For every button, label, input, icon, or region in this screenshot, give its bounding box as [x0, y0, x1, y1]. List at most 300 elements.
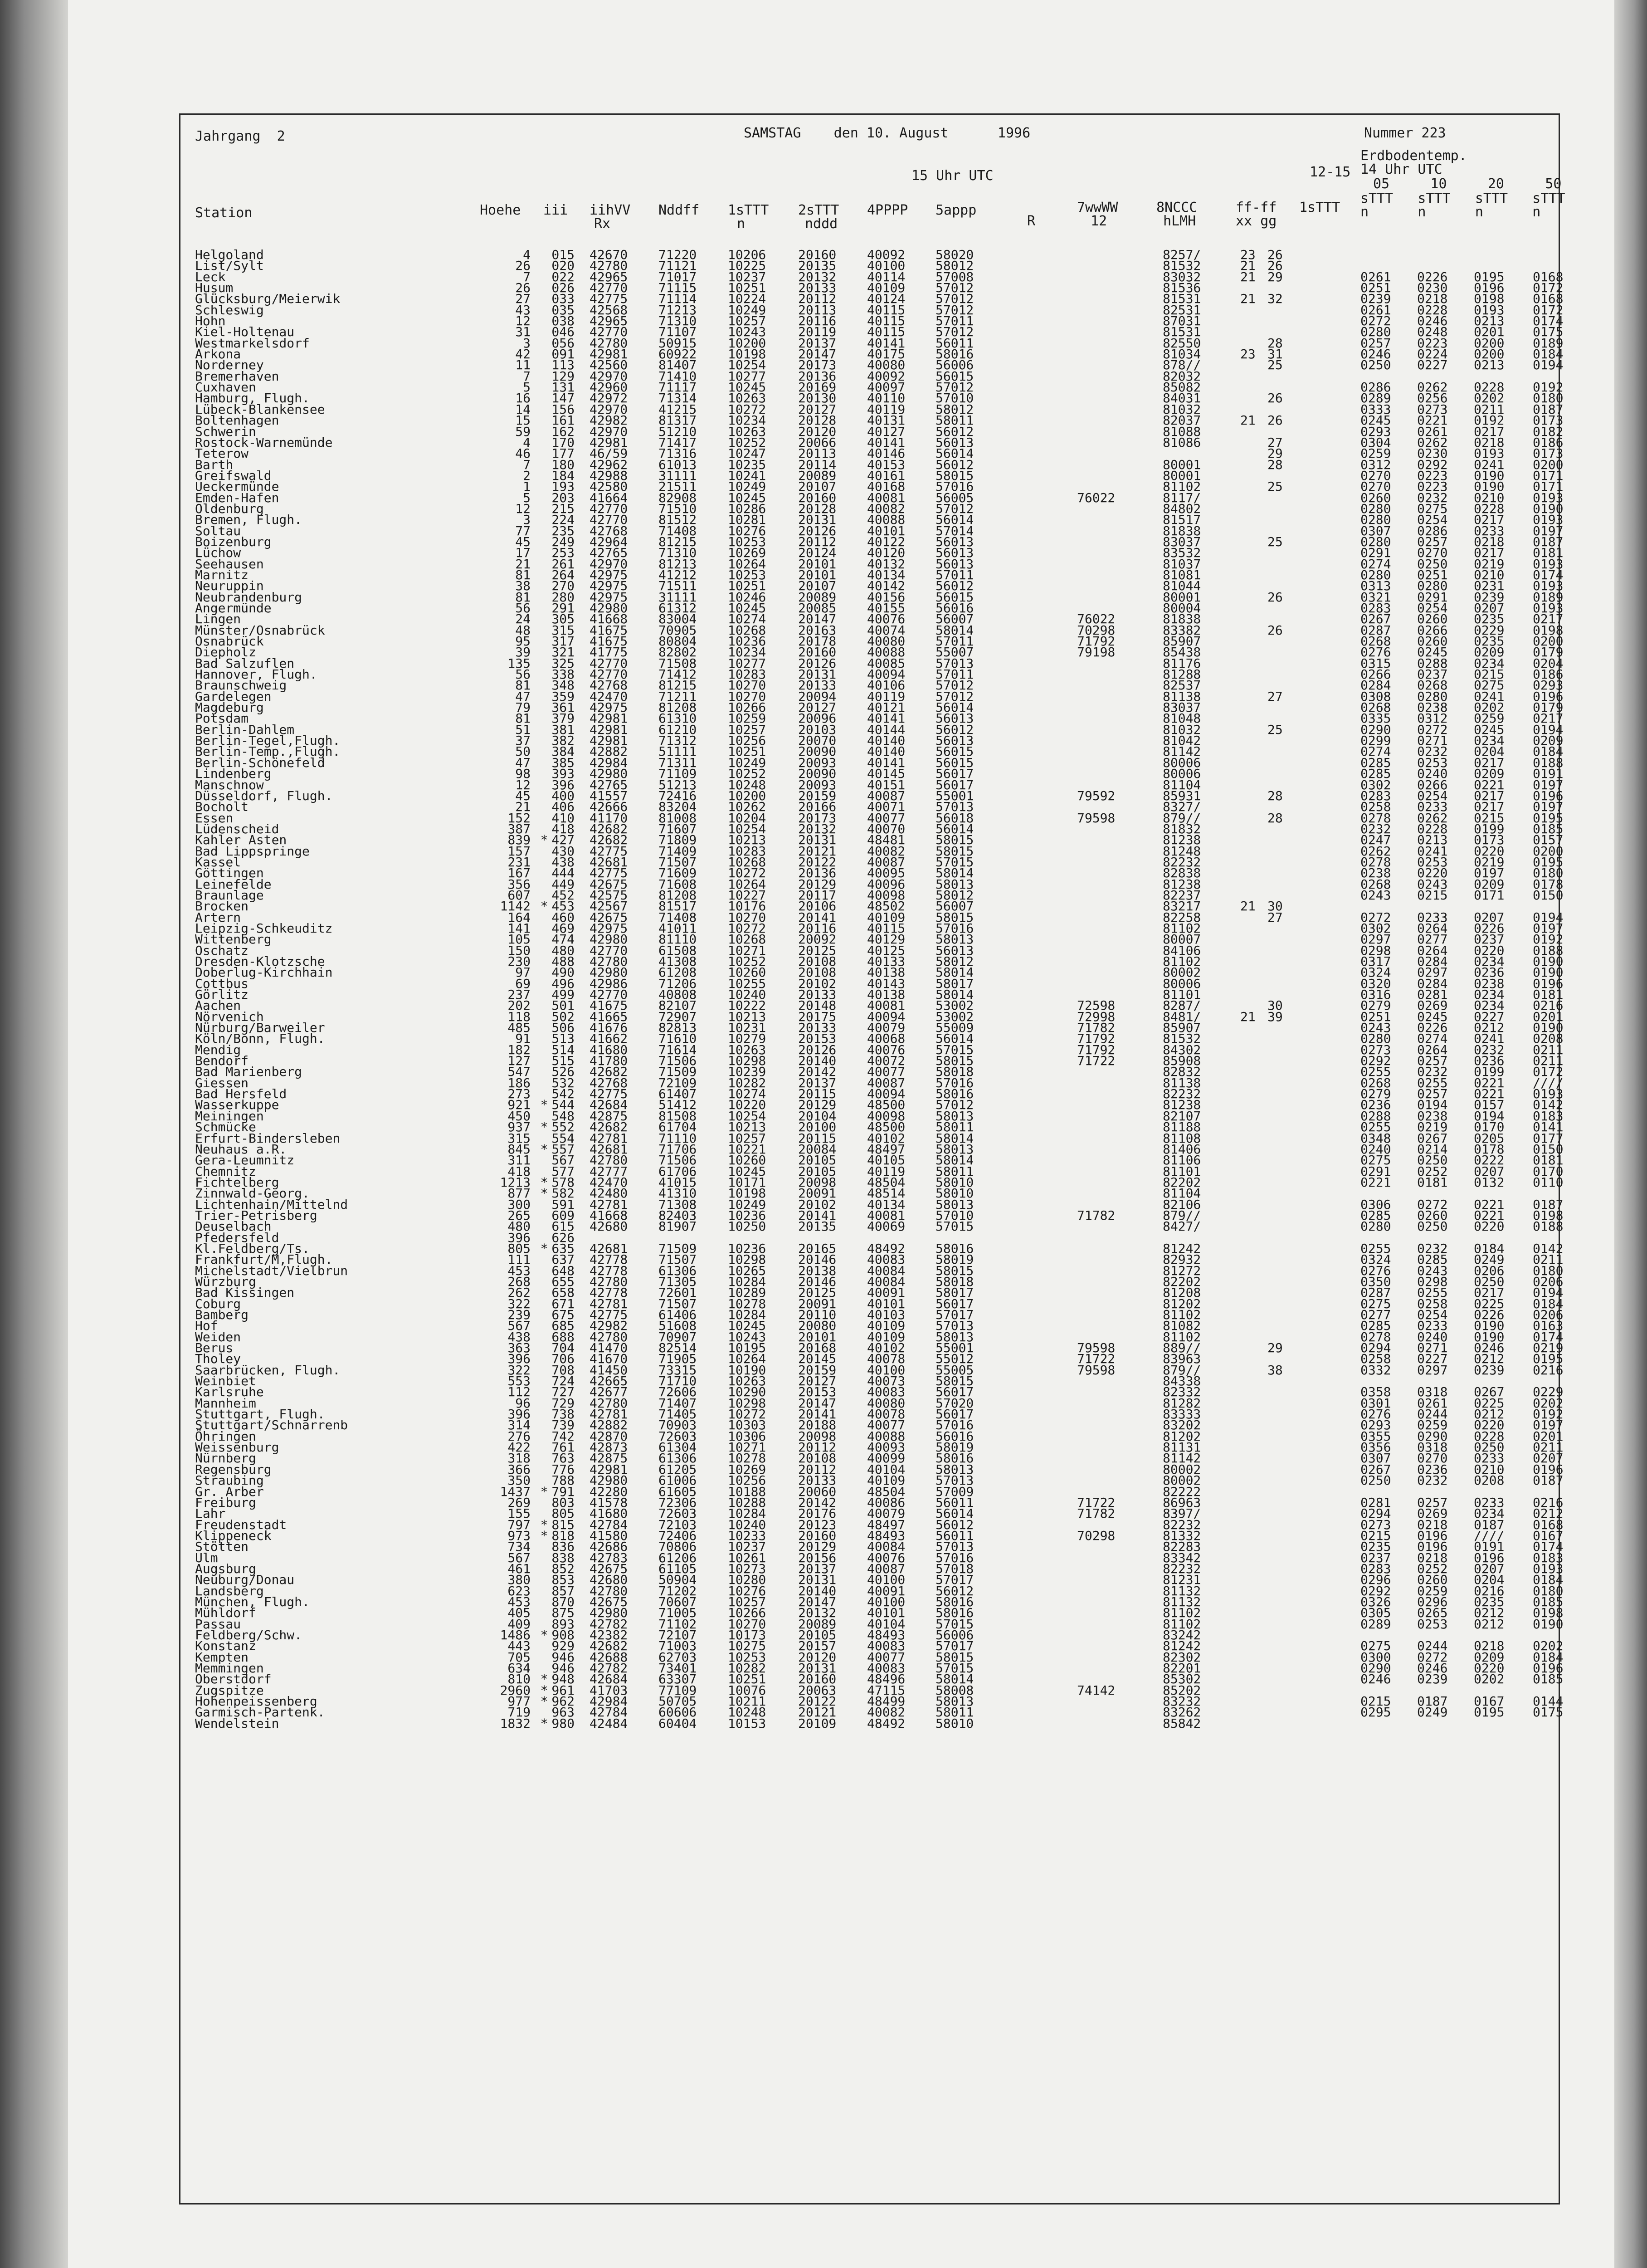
soil-20: 0219 — [1474, 854, 1505, 870]
tendency: 56012 — [936, 1583, 974, 1598]
iihvv: 42775 — [590, 1307, 628, 1322]
iihvv: 42980 — [590, 601, 628, 616]
clouds: 85082 — [1163, 380, 1201, 395]
height: 607 — [507, 887, 531, 903]
station-id: 453 — [551, 899, 575, 914]
temp-1: 10248 — [728, 1705, 766, 1720]
temp-1: 10251 — [728, 744, 766, 759]
iihvv: 42681 — [590, 1241, 628, 1256]
soil-50: 0217 — [1533, 711, 1564, 726]
col-iihvv-sub: Rx — [594, 216, 611, 232]
clouds: 84802 — [1163, 501, 1201, 516]
station-name: Augsburg — [195, 1561, 256, 1576]
pressure: 40100 — [867, 258, 906, 274]
station-name: Münster/Osnabrück — [195, 622, 325, 638]
soil-50: 0211 — [1533, 1053, 1564, 1069]
soil-20: 0193 — [1474, 302, 1505, 318]
station-name: Meiningen — [195, 1108, 264, 1124]
soil-05: 0281 — [1360, 1495, 1391, 1510]
station-name: Berus — [195, 1340, 234, 1356]
station-name: Göttingen — [195, 865, 264, 881]
nddff: 61706 — [658, 1163, 697, 1179]
nddff: 40808 — [658, 987, 697, 1002]
height: 152 — [507, 810, 531, 826]
iihvv: 42775 — [590, 1086, 628, 1102]
iihvv: 42382 — [590, 1627, 628, 1642]
soil-50: 0206 — [1533, 1274, 1564, 1289]
pressure: 48497 — [867, 1141, 906, 1157]
height: 396 — [507, 1407, 531, 1422]
temp-2: 20140 — [798, 1583, 837, 1598]
soil-10: 0280 — [1417, 689, 1448, 704]
tendency: 58019 — [936, 1252, 974, 1267]
soil-10: 0264 — [1417, 1042, 1448, 1057]
tendency: 58011 — [936, 1119, 974, 1135]
station-id: 444 — [551, 865, 575, 881]
weather: 71722 — [1077, 1351, 1116, 1367]
soil-10: 0286 — [1417, 523, 1448, 538]
gust-ff: 21 — [1240, 899, 1256, 914]
clouds: 80006 — [1163, 755, 1201, 770]
clouds: 889// — [1163, 1340, 1201, 1356]
pressure: 40138 — [867, 987, 906, 1002]
station-id: 805 — [551, 1506, 575, 1521]
temp-2: 20129 — [798, 1097, 837, 1113]
iihvv: 42470 — [590, 689, 628, 704]
tendency: 58010 — [936, 1186, 974, 1201]
pressure: 47115 — [867, 1682, 906, 1698]
tendency: 56016 — [936, 1428, 974, 1444]
soil-50: 0184 — [1533, 744, 1564, 759]
station-id: 270 — [551, 578, 575, 594]
temp-1: 10264 — [728, 556, 766, 572]
pressure: 40091 — [867, 1583, 906, 1598]
height: 453 — [507, 1263, 531, 1278]
soil-10: 0232 — [1417, 744, 1448, 759]
tendency: 57011 — [936, 667, 974, 682]
col-iihvv: iihVV — [590, 202, 631, 218]
temp-2: 20122 — [798, 1694, 837, 1709]
pressure: 40078 — [867, 1407, 906, 1422]
table-row — [68, 1674, 1614, 1685]
height: 164 — [507, 909, 531, 925]
station-id: 788 — [551, 1473, 575, 1488]
temp-2: 20104 — [798, 1108, 837, 1124]
soil-05: 0300 — [1360, 1649, 1391, 1665]
iihvv: 42782 — [590, 1616, 628, 1632]
temp-1: 10260 — [728, 1153, 766, 1168]
soil-50: 0212 — [1533, 1506, 1564, 1521]
col-www: 7wwWW — [1077, 200, 1118, 215]
pressure: 40119 — [867, 1163, 906, 1179]
station-id: 626 — [551, 1230, 575, 1245]
nddff: 71310 — [658, 313, 697, 329]
temp-2: 20093 — [798, 755, 837, 770]
height: 480 — [507, 1219, 531, 1234]
nddff: 70607 — [658, 1594, 697, 1609]
tendency: 57010 — [936, 1207, 974, 1223]
temp-2: 20133 — [798, 1473, 837, 1488]
iihvv: 42970 — [590, 424, 628, 439]
soil-05: 0274 — [1360, 744, 1391, 759]
temp-1: 10254 — [728, 1108, 766, 1124]
gust-ff: 21 — [1240, 413, 1256, 428]
iihvv: 42775 — [590, 291, 628, 307]
soil-20: 0245 — [1474, 722, 1505, 737]
height: 37 — [515, 733, 531, 748]
soil-20: 0198 — [1474, 291, 1505, 307]
soil-50: 0194 — [1533, 1285, 1564, 1300]
weather: 71792 — [1077, 1031, 1116, 1046]
soil-05: 0290 — [1360, 1661, 1391, 1676]
height: 56 — [515, 667, 531, 682]
height: 268 — [507, 1274, 531, 1289]
pressure: 40080 — [867, 1395, 906, 1411]
soil-20: 0204 — [1474, 1572, 1505, 1588]
height: 877 — [507, 1186, 531, 1201]
temp-2: 20126 — [798, 1042, 837, 1057]
soil-05: 0321 — [1360, 589, 1391, 605]
soil-50: 0110 — [1533, 1174, 1564, 1190]
clouds: 81536 — [1163, 280, 1201, 296]
station-id: 026 — [551, 280, 575, 296]
clouds: 81838 — [1163, 611, 1201, 627]
station-name: Giessen — [195, 1075, 249, 1090]
period-12-15: 12-15 — [1310, 164, 1351, 180]
temp-2: 20147 — [798, 1594, 837, 1609]
soil-05: 0237 — [1360, 1550, 1391, 1565]
nddff: 81213 — [658, 556, 697, 572]
temp-1: 10290 — [728, 1384, 766, 1400]
nddff: 71710 — [658, 1374, 697, 1389]
col-r: R — [1027, 213, 1036, 229]
nddff: 71507 — [658, 1252, 697, 1267]
station-name: Klippeneck — [195, 1528, 272, 1543]
iihvv: 42970 — [590, 368, 628, 384]
station-name: Lübeck-Blankensee — [195, 401, 325, 417]
tendency: 56006 — [936, 357, 974, 373]
soil-20: 0210 — [1474, 1461, 1505, 1477]
soil-50: 0180 — [1533, 1583, 1564, 1598]
iihvv: 42480 — [590, 1186, 628, 1201]
soil-20: 0238 — [1474, 976, 1505, 991]
iihvv: 42982 — [590, 413, 628, 428]
clouds: 81532 — [1163, 1031, 1201, 1046]
clouds: 81131 — [1163, 1440, 1201, 1455]
station-name: Braunschweig — [195, 678, 287, 693]
soil-10: 0296 — [1417, 1594, 1448, 1609]
soil-10: 0270 — [1417, 545, 1448, 561]
station-id: 948 — [551, 1672, 575, 1687]
soil-depths: 05 10 20 50 — [1373, 176, 1562, 192]
height: 11 — [515, 357, 531, 373]
iihvv: 42980 — [590, 965, 628, 980]
mountain-mark: * — [540, 1484, 548, 1499]
tendency: 58015 — [936, 909, 974, 925]
temp-2: 20102 — [798, 1197, 837, 1212]
soil-50: 0193 — [1533, 556, 1564, 572]
nddff: 71316 — [658, 446, 697, 461]
station-name: Zinnwald-Georg. — [195, 1186, 310, 1201]
soil-05: 0299 — [1360, 733, 1391, 748]
iihvv: 42682 — [590, 821, 628, 836]
temp-1: 10274 — [728, 1086, 766, 1102]
soil-10: 0254 — [1417, 1307, 1448, 1322]
iihvv: 42777 — [590, 1163, 628, 1179]
height: 396 — [507, 1230, 531, 1245]
station-name: Lindenberg — [195, 766, 272, 782]
soil-10: 0233 — [1417, 1318, 1448, 1334]
station-name: Mühldorf — [195, 1605, 256, 1621]
temp-2: 20101 — [798, 1329, 837, 1344]
iihvv: 42675 — [590, 909, 628, 925]
station-id: 526 — [551, 1064, 575, 1080]
iihvv: 42982 — [590, 1318, 628, 1334]
soil-20: 0234 — [1474, 998, 1505, 1013]
temp-2: 20121 — [798, 1705, 837, 1720]
height: 17 — [515, 545, 531, 561]
soil-05: 0350 — [1360, 1274, 1391, 1289]
tendency: 58014 — [936, 865, 974, 881]
soil-50: 0157 — [1533, 832, 1564, 848]
pressure: 40175 — [867, 347, 906, 362]
nddff: 71109 — [658, 766, 697, 782]
pressure: 40161 — [867, 468, 906, 483]
soil-10: 0220 — [1417, 865, 1448, 881]
soil-05: 0355 — [1360, 1428, 1391, 1444]
soil-20: 0234 — [1474, 655, 1505, 671]
station-id: 249 — [551, 534, 575, 549]
soil-05: 0297 — [1360, 932, 1391, 947]
soil-10: 0288 — [1417, 655, 1448, 671]
station-name: Lichtenhain/Mittelnd — [195, 1197, 348, 1212]
soil-50: 0184 — [1533, 1649, 1564, 1665]
soil-20: 0220 — [1474, 843, 1505, 859]
temp-2: 20105 — [798, 1627, 837, 1642]
temp-1: 10240 — [728, 1517, 766, 1532]
nddff: 61006 — [658, 1473, 697, 1488]
temp-2: 20066 — [798, 435, 837, 450]
temp-1: 10274 — [728, 611, 766, 627]
station-id: 961 — [551, 1682, 575, 1698]
nddff: 82813 — [658, 1020, 697, 1036]
soil-10: 0275 — [1417, 501, 1448, 516]
temp-2: 20127 — [798, 401, 837, 417]
soil-50: 0187 — [1533, 1473, 1564, 1488]
pressure: 40093 — [867, 1440, 906, 1455]
soil-05: 0287 — [1360, 1285, 1391, 1300]
temp-1: 10252 — [728, 766, 766, 782]
soil-10: 0194 — [1417, 1097, 1448, 1113]
station-name: Hof — [195, 1318, 218, 1334]
station-id: 515 — [551, 1053, 575, 1069]
temp-1: 10245 — [728, 1318, 766, 1334]
soil-20: 0191 — [1474, 1539, 1505, 1554]
temp-1: 10251 — [728, 1672, 766, 1687]
station-name: Zugspitze — [195, 1682, 264, 1698]
pressure: 40068 — [867, 1031, 906, 1046]
soil-50: 0168 — [1533, 291, 1564, 307]
soil-50: 0197 — [1533, 1418, 1564, 1433]
nddff: 71508 — [658, 655, 697, 671]
iihvv: 41578 — [590, 1495, 628, 1510]
soil-10: 0238 — [1417, 1108, 1448, 1124]
gust-gg: 25 — [1267, 534, 1283, 549]
iihvv: 41703 — [590, 1682, 628, 1698]
soil-10: 0223 — [1417, 479, 1448, 494]
temp-1: 10227 — [728, 887, 766, 903]
soil-20: 0170 — [1474, 1119, 1505, 1135]
station-id: 400 — [551, 788, 575, 803]
pressure: 40109 — [867, 1318, 906, 1334]
nddff: 82908 — [658, 490, 697, 505]
iihvv: 42962 — [590, 457, 628, 472]
pressure: 48514 — [867, 1186, 906, 1201]
height: 81 — [515, 711, 531, 726]
soil-10: 0232 — [1417, 490, 1448, 505]
clouds: 82222 — [1163, 1484, 1201, 1499]
clouds: 83333 — [1163, 1407, 1201, 1422]
nddff: 41215 — [658, 401, 697, 417]
table-row — [68, 357, 1614, 373]
temp-2: 20112 — [798, 534, 837, 549]
temp-2: 20119 — [798, 324, 837, 340]
temp-2: 20147 — [798, 1395, 837, 1411]
tendency: 58010 — [936, 1716, 974, 1731]
nddff: 81907 — [658, 1219, 697, 1234]
soil-05: 0291 — [1360, 545, 1391, 561]
soil-50: 0196 — [1533, 1461, 1564, 1477]
pressure: 40102 — [867, 1340, 906, 1356]
pressure: 40069 — [867, 1219, 906, 1234]
station-id: 488 — [551, 954, 575, 969]
iihvv: 41670 — [590, 1351, 628, 1367]
soil-05: 0288 — [1360, 1108, 1391, 1124]
station-id: 348 — [551, 678, 575, 693]
iihvv: 42778 — [590, 1285, 628, 1300]
station-id: 056 — [551, 335, 575, 351]
soil-10: 0254 — [1417, 601, 1448, 616]
tendency: 57012 — [936, 689, 974, 704]
iihvv: 42981 — [590, 435, 628, 450]
temp-1: 10224 — [728, 291, 766, 307]
station-id: 635 — [551, 1241, 575, 1256]
soil-05: 0267 — [1360, 1461, 1391, 1477]
clouds: 81238 — [1163, 1097, 1201, 1113]
pressure: 40133 — [867, 954, 906, 969]
temp-2: 20160 — [798, 1672, 837, 1687]
soil-50: 0177 — [1533, 1130, 1564, 1146]
station-id: 361 — [551, 700, 575, 715]
height: 14 — [515, 401, 531, 417]
temp-1: 10231 — [728, 1020, 766, 1036]
station-id: 215 — [551, 501, 575, 516]
soil-50: 0142 — [1533, 1097, 1564, 1113]
soil-20: 0190 — [1474, 1329, 1505, 1344]
tendency: 57016 — [936, 920, 974, 936]
soil-50: 0202 — [1533, 1638, 1564, 1654]
soil-50: 0196 — [1533, 1661, 1564, 1676]
pressure: 40115 — [867, 324, 906, 340]
height: 937 — [507, 1119, 531, 1135]
station-name: Berlin-Tegel,Flugh. — [195, 733, 341, 748]
soil-10: 0298 — [1417, 1274, 1448, 1289]
soil-50: 0211 — [1533, 1042, 1564, 1057]
station-name: Lingen — [195, 611, 241, 627]
soil-10: 0227 — [1417, 357, 1448, 373]
station-id: 147 — [551, 391, 575, 406]
gust-gg: 29 — [1267, 269, 1283, 284]
temp-2: 20105 — [798, 1153, 837, 1168]
clouds: 84031 — [1163, 391, 1201, 406]
tendency: 57013 — [936, 799, 974, 815]
height: 1142 — [500, 899, 531, 914]
iihvv: 42781 — [590, 1197, 628, 1212]
clouds: 81531 — [1163, 291, 1201, 307]
pressure: 40142 — [867, 578, 906, 594]
nddff: 71412 — [658, 667, 697, 682]
soil-10: 0223 — [1417, 335, 1448, 351]
col-soil-sttt: sTTT sTTT sTTT sTTT — [1360, 191, 1565, 206]
tendency: 58012 — [936, 401, 974, 417]
tendency: 56005 — [936, 490, 974, 505]
temp-2: 20140 — [798, 1053, 837, 1069]
soil-20: 0217 — [1474, 424, 1505, 439]
soil-05: 0333 — [1360, 401, 1391, 417]
pressure: 40083 — [867, 1252, 906, 1267]
temp-1: 10264 — [728, 1351, 766, 1367]
soil-10: 0269 — [1417, 998, 1448, 1013]
clouds: 85202 — [1163, 1682, 1201, 1698]
height: 1832 — [500, 1716, 531, 1731]
pressure: 40138 — [867, 965, 906, 980]
nddff: 72603 — [658, 1428, 697, 1444]
tendency: 58019 — [936, 1440, 974, 1455]
height: 705 — [507, 1649, 531, 1665]
temp-2: 20142 — [798, 1064, 837, 1080]
weather: 71782 — [1077, 1020, 1116, 1036]
soil-10: 0232 — [1417, 1241, 1448, 1256]
iihvv: 42975 — [590, 578, 628, 594]
soil-10: 0241 — [1417, 843, 1448, 859]
iihvv: 42780 — [590, 1583, 628, 1598]
iihvv: 42680 — [590, 1219, 628, 1234]
soil-20: 0200 — [1474, 335, 1505, 351]
col-ffff: ff-ff — [1236, 200, 1277, 215]
nddff: 71213 — [658, 302, 697, 318]
nddff: 71110 — [658, 1130, 697, 1146]
iihvv: 42780 — [590, 335, 628, 351]
clouds: 80002 — [1163, 1461, 1201, 1477]
height: 81 — [515, 678, 531, 693]
height: 315 — [507, 1130, 531, 1146]
tendency: 58020 — [936, 247, 974, 262]
temp-2: 20156 — [798, 1550, 837, 1565]
iihvv: 42975 — [590, 567, 628, 582]
station-id: 427 — [551, 832, 575, 848]
soil-05: 0305 — [1360, 1605, 1391, 1621]
tendency: 58016 — [936, 1594, 974, 1609]
soil-20: 0202 — [1474, 700, 1505, 715]
iihvv: 42981 — [590, 1461, 628, 1477]
gust-ff: 21 — [1240, 1009, 1256, 1024]
soil-50: 0185 — [1533, 821, 1564, 836]
pressure: 48500 — [867, 1119, 906, 1135]
clouds: 81034 — [1163, 347, 1201, 362]
temp-2: 20105 — [798, 1163, 837, 1179]
soil-05: 0250 — [1360, 357, 1391, 373]
nddff: 51608 — [658, 1318, 697, 1334]
